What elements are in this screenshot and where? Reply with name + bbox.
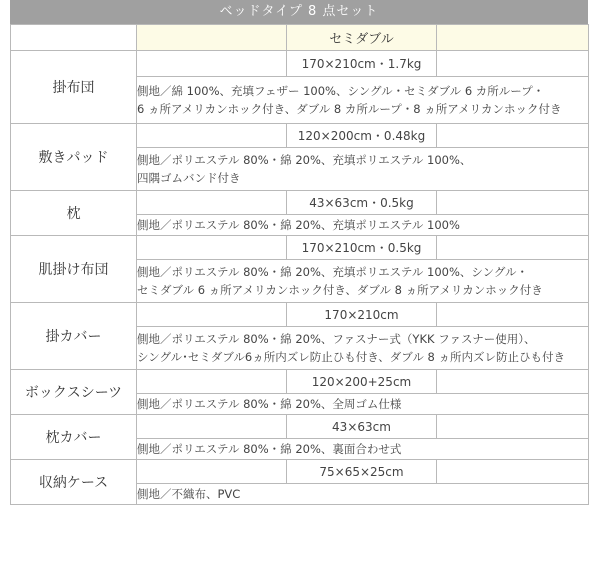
desc-line: 側地／ポリエステル 80%・綿 20%、充填ポリエステル 100% (137, 218, 460, 232)
size-gutter-right (437, 124, 589, 148)
item-size: 75×65×25cm (287, 460, 437, 484)
size-gutter-left (137, 370, 287, 394)
item-desc (137, 327, 589, 370)
item-size: 43×63cm・0.5kg (287, 191, 437, 215)
table-row (11, 236, 589, 260)
desc-line: 四隅ゴムバンド付き (137, 171, 241, 185)
desc-line: 側地／ポリエステル 80%・綿 20%、全周ゴム仕様 (137, 397, 402, 411)
item-label: 掛カバー (11, 303, 137, 370)
size-gutter-right (437, 415, 589, 439)
item-label: 肌掛け布団 (11, 236, 137, 303)
desc-line: 側地／綿 100%、充填フェザー 100%、シングル・セミダブル 6 カ所ループ・ (137, 84, 545, 99)
item-desc (137, 260, 589, 303)
item-label: 枕 (11, 191, 137, 236)
desc-line: 側地／ポリエステル 80%・綿 20%、ファスナー式（YKK ファスナー使用）、 (137, 332, 536, 346)
desc-line: 6 ヵ所アメリカンホック付き、ダブル 8 カ所ループ・8 ヵ所アメリカンホック付き (137, 102, 562, 117)
table-row (11, 124, 589, 148)
header-gutter-left (137, 25, 287, 51)
desc-line: 側地／ポリエステル 80%・綿 20%、充填ポリエステル 100%、シングル・ (137, 265, 529, 279)
item-label: 敷きパッド (11, 124, 137, 191)
spec-table (10, 24, 589, 505)
item-label: 枕カバー (11, 415, 137, 460)
size-gutter-right (437, 51, 589, 77)
size-gutter-right (437, 191, 589, 215)
size-gutter-left (137, 51, 287, 77)
size-gutter-left (137, 124, 287, 148)
item-size: 43×63cm (287, 415, 437, 439)
desc-line: セミダブル 6 ヵ所アメリカンホック付き、ダブル 8 ヵ所アメリカンホック付き (137, 283, 543, 297)
table-row (11, 460, 589, 484)
table-row (11, 51, 589, 77)
size-gutter-left (137, 191, 287, 215)
item-label: 収納ケース (11, 460, 137, 505)
item-desc (137, 148, 589, 191)
item-desc (137, 77, 589, 124)
table-row (11, 191, 589, 215)
size-gutter-right (437, 460, 589, 484)
size-gutter-right (437, 236, 589, 260)
table-row (11, 415, 589, 439)
header-size-cell: セミダブル (287, 25, 437, 51)
header-blank-cell (11, 25, 137, 51)
table-title: ベッドタイプ 8 点セット (10, 0, 588, 24)
item-size: 120×200+25cm (287, 370, 437, 394)
desc-line: シングル･セミダブル6ヵ所内ズレ防止ひも付き、ダブル 8 ヵ所内ズレ防止ひも付き (137, 350, 565, 364)
item-label: ボックスシーツ (11, 370, 137, 415)
desc-line: 側地／ポリエステル 80%・綿 20%、充填ポリエステル 100%、 (137, 153, 472, 167)
item-size: 170×210cm・1.7kg (287, 51, 437, 77)
item-size: 170×210cm・0.5kg (287, 236, 437, 260)
size-gutter-right (437, 370, 589, 394)
desc-line: 側地／ポリエステル 80%・綿 20%、裏面合わせ式 (137, 442, 402, 456)
header-gutter-right (437, 25, 589, 51)
table-row (11, 303, 589, 327)
table-row (11, 370, 589, 394)
item-label: 掛布団 (11, 51, 137, 124)
item-desc (137, 215, 589, 236)
size-gutter-left (137, 236, 287, 260)
item-desc (137, 439, 589, 460)
item-desc (137, 484, 589, 505)
header-row (11, 25, 589, 51)
desc-line: 側地／不織布、PVC (137, 487, 241, 501)
item-size: 170×210cm (287, 303, 437, 327)
size-gutter-right (437, 303, 589, 327)
size-gutter-left (137, 415, 287, 439)
size-gutter-left (137, 460, 287, 484)
size-gutter-left (137, 303, 287, 327)
item-desc (137, 394, 589, 415)
item-size: 120×200cm・0.48kg (287, 124, 437, 148)
